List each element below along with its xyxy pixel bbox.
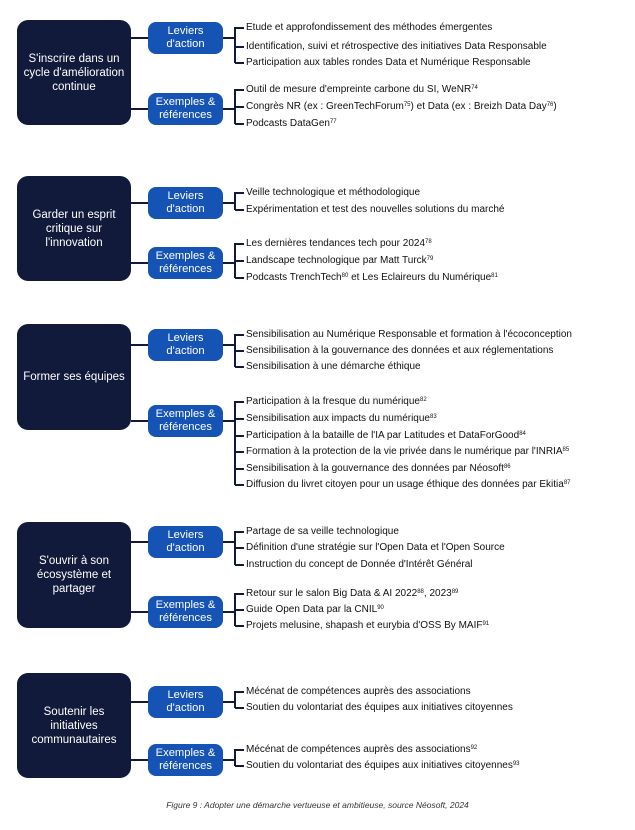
- levers-item: Instruction du concept de Donnée d'Intérêt Général: [246, 559, 473, 570]
- footnote-ref: 79: [426, 256, 434, 262]
- examples-item: [246, 620, 489, 632]
- item-text: Podcasts TrenchTech: [246, 272, 342, 283]
- examples-label: Exemples & références: [148, 93, 223, 125]
- levers-item: Sensibilisation au Numérique Responsable et formation à l'écoconception: [246, 329, 572, 340]
- bracket-tick: [235, 564, 244, 566]
- bracket-tick: [235, 609, 244, 611]
- bracket-tick: [235, 418, 244, 420]
- footnote-ref: 92: [470, 745, 478, 751]
- levers-item: Soutien du volontariat des équipes aux initiatives citoyennes: [246, 702, 513, 713]
- item-text: Soutien du volontariat des équipes aux initiatives citoyennes: [246, 760, 513, 771]
- connector-line: [131, 701, 148, 703]
- bracket-line: [234, 401, 236, 485]
- levers-label: Leviers d'action: [148, 187, 223, 219]
- examples-item: [246, 479, 571, 491]
- examples-item: [246, 101, 557, 113]
- bracket-tick: [235, 123, 244, 125]
- examples-item: [246, 430, 526, 442]
- footnote-ref: 89: [451, 589, 459, 595]
- footnote-ref: 86: [503, 464, 511, 470]
- connector-line: [131, 202, 148, 204]
- examples-item: [246, 760, 520, 772]
- levers-item: Participation aux tables rondes Data et Numérique Responsable: [246, 57, 531, 68]
- item-text: Sensibilisation aux impacts du numérique: [246, 413, 430, 424]
- footnote-ref: 83: [430, 414, 437, 420]
- bracket-tick: [235, 243, 244, 245]
- levers-item: Partage de sa veille technologique: [246, 526, 399, 537]
- bracket-line: [234, 691, 236, 708]
- examples-item: [246, 396, 427, 408]
- bracket-line: [234, 749, 236, 766]
- item-text: Formation à la protection de la vie privée dans le numérique par l'INRIA: [246, 446, 563, 457]
- examples-label: Exemples & références: [148, 247, 223, 279]
- item-text: Outil de mesure d'empreinte carbone du SI, WeNR: [246, 84, 472, 95]
- bracket-tick: [235, 366, 244, 368]
- examples-item: [246, 588, 458, 600]
- footnote-ref: 74: [471, 85, 478, 91]
- item-text: Participation à la bataille de l'IA par Latitudes et DataForGood: [246, 430, 520, 441]
- examples-label: Exemples & références: [148, 405, 223, 437]
- examples-item: [246, 84, 478, 96]
- examples-label: Exemples & références: [148, 744, 223, 776]
- block-title-box: S'ouvrir à son écosystème et partager: [17, 522, 131, 628]
- item-text: Podcasts DataGen: [246, 118, 330, 129]
- item-text: Diffusion du livret citoyen pour un usage éthique des données par Ekitia: [246, 479, 564, 490]
- bracket-line: [234, 192, 236, 210]
- examples-item: [246, 463, 511, 475]
- item-text: Projets melusine, shapash et eurybia d'OSS By MAIF: [246, 620, 483, 631]
- item-text: Landscape technologique par Matt Turck: [246, 255, 427, 266]
- levers-item: Mécénat de compétences auprès des associations: [246, 686, 471, 697]
- footnote-ref: 80: [341, 273, 349, 279]
- item-text: Sensibilisation à la gouvernance des données par Néosoft: [246, 463, 504, 474]
- footnote-ref: 91: [482, 621, 490, 627]
- item-text: Congrès NR (ex : GreenTechForum: [246, 101, 404, 112]
- connector-line: [131, 344, 148, 346]
- bracket-tick: [235, 27, 244, 29]
- bracket-tick: [235, 350, 244, 352]
- levers-label: Leviers d'action: [148, 22, 223, 54]
- item-text: Participation à la fresque du numérique: [246, 396, 420, 407]
- bracket-tick: [235, 46, 244, 48]
- footnote-ref: 76: [546, 102, 554, 108]
- item-text: , 2023: [423, 588, 452, 599]
- levers-item: Expérimentation et test des nouvelles solutions du marché: [246, 204, 505, 215]
- bracket-tick: [235, 435, 244, 437]
- figure-caption: Figure 9 : Adopter une démarche vertueuse et ambitieuse, source Néosoft, 2024: [166, 800, 469, 810]
- levers-label: Leviers d'action: [148, 526, 223, 558]
- bracket-tick: [235, 89, 244, 91]
- bracket-tick: [235, 531, 244, 533]
- footnote-ref: 81: [491, 273, 498, 279]
- examples-item: [246, 744, 477, 756]
- connector-line: [131, 262, 148, 264]
- levers-item: Sensibilisation à la gouvernance des données et aux réglementations: [246, 345, 554, 356]
- block-title-box: Garder un esprit critique sur l'innovation: [17, 176, 131, 281]
- examples-item: [246, 255, 433, 267]
- footnote-ref: 87: [563, 480, 571, 486]
- bracket-tick: [235, 547, 244, 549]
- footnote-ref: 93: [512, 761, 520, 767]
- bracket-tick: [235, 277, 244, 279]
- examples-item: [246, 604, 384, 616]
- bracket-tick: [235, 765, 244, 767]
- connector-line: [131, 759, 148, 761]
- block-title-box: Soutenir les initiatives communautaires: [17, 673, 131, 778]
- bracket-tick: [235, 401, 244, 403]
- levers-label: Leviers d'action: [148, 329, 223, 361]
- connector-line: [131, 420, 148, 422]
- levers-item: Etude et approfondissement des méthodes émergentes: [246, 22, 493, 33]
- bracket-tick: [235, 334, 244, 336]
- bracket-tick: [235, 691, 244, 693]
- connector-line: [131, 37, 148, 39]
- item-text: ): [553, 101, 557, 112]
- item-text: Mécénat de compétences auprès des associations: [246, 744, 471, 755]
- bracket-tick: [235, 451, 244, 453]
- bracket-tick: [235, 260, 244, 262]
- footnote-ref: 82: [420, 397, 427, 403]
- bracket-tick: [235, 62, 244, 64]
- block-title-box: Former ses équipes: [17, 324, 131, 430]
- connector-line: [131, 611, 148, 613]
- bracket-tick: [235, 707, 244, 709]
- examples-item: [246, 118, 337, 130]
- footnote-ref: 78: [425, 239, 432, 245]
- levers-item: Sensibilisation à une démarche éthique: [246, 361, 421, 372]
- levers-item: Définition d'une stratégie sur l'Open Data et l'Open Source: [246, 542, 505, 553]
- footnote-ref: 90: [377, 605, 384, 611]
- footnote-ref: 77: [329, 119, 337, 125]
- examples-item: [246, 413, 437, 425]
- item-text: ) et Data (ex : Breizh Data Day: [410, 101, 547, 112]
- footnote-ref: 85: [562, 447, 570, 453]
- examples-item: [246, 272, 498, 284]
- item-text: Retour sur le salon Big Data & AI 2022: [246, 588, 418, 599]
- item-text: et Les Eclaireurs du Numérique: [348, 272, 492, 283]
- levers-item: Identification, suivi et rétrospective des initiatives Data Responsable: [246, 41, 547, 52]
- footnote-ref: 88: [417, 589, 424, 595]
- bracket-tick: [235, 468, 244, 470]
- footnote-ref: 75: [403, 102, 411, 108]
- examples-item: [246, 446, 569, 458]
- bracket-tick: [235, 484, 244, 486]
- connector-line: [131, 108, 148, 110]
- bracket-tick: [235, 209, 244, 211]
- connector-line: [131, 541, 148, 543]
- footnote-ref: 84: [519, 431, 526, 437]
- bracket-tick: [235, 625, 244, 627]
- block-title-box: S'inscrire dans un cycle d'amélioration continue: [17, 20, 131, 125]
- bracket-tick: [235, 593, 244, 595]
- levers-label: Leviers d'action: [148, 686, 223, 718]
- examples-item: [246, 238, 432, 250]
- bracket-line: [234, 27, 236, 63]
- item-text: Guide Open Data par la CNIL: [246, 604, 378, 615]
- levers-item: Veille technologique et méthodologique: [246, 187, 421, 198]
- bracket-tick: [235, 749, 244, 751]
- examples-label: Exemples & références: [148, 596, 223, 628]
- item-text: Les dernières tendances tech pour 2024: [246, 238, 426, 249]
- bracket-tick: [235, 192, 244, 194]
- bracket-tick: [235, 106, 244, 108]
